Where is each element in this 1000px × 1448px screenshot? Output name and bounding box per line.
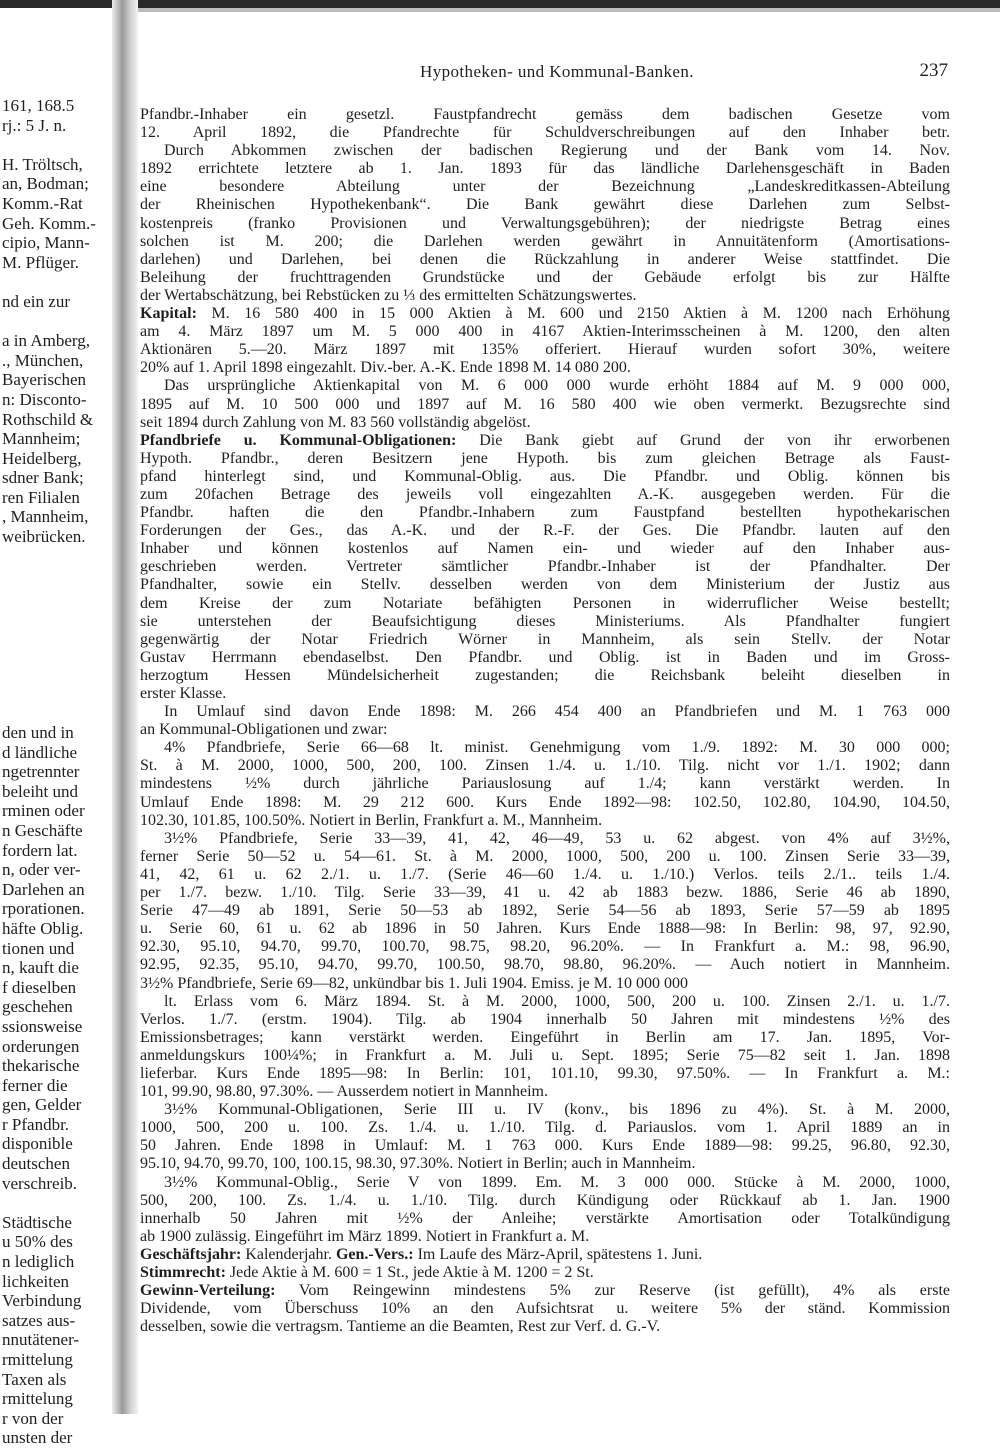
left-fragment-line: beleiht und xyxy=(2,781,79,801)
left-fragment-line xyxy=(0,605,118,625)
text-line: ab 1900 zulässig. Eingeführt im März 1899. Notiert in Frankfurt a. M. xyxy=(140,1227,590,1245)
left-fragment-line: r Pfandbr. xyxy=(2,1114,70,1134)
page-number: 237 xyxy=(919,60,948,81)
left-fragment-line xyxy=(0,547,118,567)
text-line: erster Klasse. xyxy=(140,685,227,702)
text-line: 3½% Pfandbriefe, Serie 33—39, 41, 42, 46—49, 53 u. 62 abgest. von 4% auf 3½%, xyxy=(164,829,950,847)
text-line: an Kommunal-Obligationen und zwar: xyxy=(140,721,388,739)
text-line: Stimmrecht: Jede Aktie à M. 600 = 1 St., jede Aktie à M. 1200 = 2 St. xyxy=(140,1264,594,1281)
left-fragment-line xyxy=(0,625,118,645)
text-line: Verlos. 1./7. (erstm. 1904). Tilg. ab 1904 innerhalb 50 Jahren mit mindestens ½% des xyxy=(140,1010,950,1028)
left-fragment-line: Komm.-Rat xyxy=(2,193,83,213)
left-fragment-line: disponible xyxy=(2,1134,73,1154)
left-fragment-line: n, kauft die xyxy=(2,958,79,978)
text-line: 1892 errichtete letztere ab 1. Jan. 1893 für das ländliche Darlehensgeschäft in Baden xyxy=(140,160,950,178)
text-line: sie unterstehen der Beaufsichtigung dieses Ministeriums. Als Pfandhalter fungiert xyxy=(140,612,950,630)
left-fragment-line: Bayerischen xyxy=(2,370,87,390)
text-line: herzogtum Hessen Mündelsicherheit zugestanden; die Reichsbank beleiht dieselben in xyxy=(140,666,950,684)
text-line: der Rheinischen Hypothekenbank“. Die Bank gewährt diese Darlehen zum Selbst- xyxy=(140,196,950,214)
scan-edge-shadow xyxy=(120,8,1000,12)
text-line: gegenwärtig der Notar Friedrich Wörner in Mannheim, als sein Stellv. der Notar xyxy=(140,630,950,648)
left-fragment-line: Verbindung xyxy=(2,1291,82,1311)
text-line: darlehen) und Darlehen, bei denen die Rückzahlung in anderer Weise stattfindet. Die xyxy=(140,250,950,268)
left-fragment-line: fordern lat. xyxy=(2,840,78,860)
text-line: Gewinn-Verteilung: Vom Reingewinn mindestens 5% zur Reserve (ist gefüllt), 4% als erste xyxy=(140,1282,950,1300)
text-line: dem Kreise der zum Notariate befähigten Personen in widerruflicher Weise bestellt; xyxy=(140,594,950,612)
text-line: 92.95, 92.35, 95.10, 94.70, 99.70, 100.50, 98.70, 98.80, 96.20%. — Auch notiert in Mannheim. xyxy=(140,956,950,974)
text-line: Pfandbr. haften die den Pfandbr.-Inhabern zum Faustpfand bestellten hypothekarischen xyxy=(140,504,950,522)
left-fragment-line: lichkeiten xyxy=(2,1271,70,1291)
text-line: Pfandhalter, sowie ein Stellv. desselben werden von dem Ministerium der Justiz aus xyxy=(140,576,950,594)
left-fragment-line: Rothschild & xyxy=(2,409,94,429)
left-fragment-line: rmittelung xyxy=(2,1350,73,1369)
text-line: Umlauf Ende 1898: M. 29 212 600. Kurs Ende 1892—98: 102.50, 102.80, 104.90, 104.50, xyxy=(140,793,950,811)
text-line: 3½% Kommunal-Obligationen, Serie III u. IV (konv., bis 1896 zu 4%). St. à M. 2000, xyxy=(164,1101,950,1119)
running-head xyxy=(166,62,948,86)
text-line: 500, 200, 100. Zs. 1./4. u. 1./10. Tilg. durch Kündigung oder Rückkauf ab 1. Jan. 1900 xyxy=(140,1191,950,1209)
text-line: 3½% Kommunal-Oblig., Serie V von 1899. Em. M. 3 000 000. Stücke à M. 2000, 1000, xyxy=(164,1173,950,1191)
left-fragment-line: unsten der xyxy=(2,1428,73,1448)
left-fragment-line: ssionsweise xyxy=(2,1016,83,1036)
left-fragment-line: rj.: 5 J. n. xyxy=(2,115,67,135)
text-line: eine besondere Abteilung unter der Bezeichnung „Landeskreditkassen-Abteilung xyxy=(140,178,950,196)
text-line: 20% auf 1. April 1898 eingezahlt. Div.-ber. A.-K. Ende 1898 M. 14 080 200. xyxy=(140,359,631,377)
left-fragment-line: M. Pflüger. xyxy=(2,252,79,272)
left-fragment-line: tionen und xyxy=(2,938,75,958)
left-fragment-line xyxy=(0,586,118,606)
left-fragment-line xyxy=(0,703,118,723)
text-line: Aktionären 5.—20. März 1897 mit 135% offeriert. Hierauf wurden sofort 30%, weitere xyxy=(140,341,950,359)
text-line: In Umlauf sind davon Ende 1898: M. 266 454 400 an Pfandbriefen und M. 1 763 000 xyxy=(164,703,950,721)
text-line: ferner Serie 50—52 u. 54—61. St. à M. 2000, 1000, 500, 200 u. 100. Zinsen Serie 33—39, xyxy=(140,847,950,865)
text-line: 4% Pfandbriefe, Serie 66—68 lt. minist. Genehmigung vom 1./9. 1892: M. 30 000 000; xyxy=(164,739,950,757)
left-fragment-line: u 50% des xyxy=(2,1232,73,1252)
left-fragment-line: orderungen xyxy=(2,1036,80,1056)
text-line: Pfandbr.-Inhaber ein gesetzl. Faustpfandrecht gemäss dem badischen Gesetze vom xyxy=(140,106,950,123)
text-line: anmeldungskurs 100¼%; in Frankfurt a. M. Juli u. Sept. 1895; Serie 75—82 seit 1. Jan. 1898 xyxy=(140,1046,950,1064)
text-line: Beleihung der fruchttragenden Grundstücke und der Gebäude erfolgt bis zur Hälfte xyxy=(140,268,950,286)
left-fragment-line: ., München, xyxy=(2,350,84,370)
left-fragment-line: ngetrennter xyxy=(2,762,80,782)
left-fragment-line xyxy=(0,272,118,292)
left-fragment-line: rminen oder xyxy=(2,801,85,821)
left-fragment-line: den und in xyxy=(2,723,74,742)
left-fragment-line: Mannheim; xyxy=(2,429,81,449)
left-fragment-line: d ländliche xyxy=(2,742,78,762)
left-fragment-line: n lediglich xyxy=(2,1252,75,1272)
left-fragment-line: a in Amberg, xyxy=(2,331,90,351)
scan-edge-top xyxy=(0,0,1000,8)
text-line: 3½% Pfandbriefe, Serie 69—82, unkündbar bis 1. Juli 1904. Emiss. je M. 10 000 000 xyxy=(140,974,688,992)
left-fragment-line: gen, Gelder xyxy=(2,1095,82,1115)
text-line: desselben, sowie die vertragsm. Tantieme an die Beamten, Rest zur Verf. d. G.-V. xyxy=(140,1318,661,1336)
left-fragment-line: deutschen xyxy=(2,1154,70,1174)
text-line: geschrieben werden. Vertreter sämtlicher Pfandbr.-Inhaber ist der Pfandhalter. Der xyxy=(140,558,950,576)
text-line: Gustav Herrmann ebendaselbst. Den Pfandbr. und Oblig. ist in Baden und im Gross- xyxy=(140,648,950,666)
left-fragment-line xyxy=(0,312,118,332)
left-fragment-line: ren Filialen xyxy=(2,487,80,507)
text-line: Hypoth. Pfandbr., deren Besitzern jene Hypoth. bis zum gleichen Betrage als Faust- xyxy=(140,449,950,467)
text-line: mindestens ½% durch jährliche Pariauslosung auf 1./4; kann verstärkt werden. In xyxy=(140,775,950,793)
left-fragment-line: , Mannheim, xyxy=(2,507,89,527)
left-fragment-line: f dieselben xyxy=(2,977,77,997)
left-fragment-line: satzes aus- xyxy=(2,1310,76,1330)
left-fragment-line: sdner Bank; xyxy=(2,468,84,488)
text-line: Dividende, vom Überschuss 10% an den Aufsichtsrat u. weitere 5% der ständ. Kommission xyxy=(140,1300,950,1318)
section-heading: Gewinn-Verteilung: xyxy=(140,1282,276,1300)
text-line: pfand hinterlegt sind, und Kommunal-Oblig. aus. Die Pfandbr. und Oblig. können bis xyxy=(140,467,950,485)
left-fragment-line: Taxen als xyxy=(2,1369,67,1389)
section-heading: Gen.-Vers.: xyxy=(335,1245,414,1263)
left-fragment-line: verschreib. xyxy=(2,1173,78,1193)
text-line: lieferbar. Kurs Ende 1895—98: In Berlin: 101, 101.10, 99.30, 97.50%. — In Frankfurt a. M.: xyxy=(140,1064,950,1082)
left-fragment-line: rmittelung xyxy=(2,1389,73,1409)
left-fragment-line: weibrücken. xyxy=(2,527,86,547)
text-line: per 1./7. bezw. 1./10. Tilg. Serie 33—39, 41 u. 42 ab 1883 bezw. 1886, Serie 46 ab 1890, xyxy=(140,884,950,902)
left-fragment-line xyxy=(0,664,118,684)
text-line: 1000, 500, 200 u. 100. Zs. 1./4. u. 1./10. Tilg. d. Pariauslos. vom 1. April 1889 an in xyxy=(140,1119,950,1137)
text-line: Inhaber und können kostenlos auf Namen ein- und wieder auf den Inhaber aus- xyxy=(140,540,950,558)
text-line: Emissionsbetrages; kann verstärkt werden. Eingeführt in Berlin am 17. Jan. 1895, Vor- xyxy=(140,1028,950,1046)
left-page-fragment xyxy=(0,96,118,1448)
text-line: Forderungen der Ges., das A.-K. und der R.-F. der Ges. Die Pfandbr. lauten auf den xyxy=(140,522,950,540)
left-fragment-line: n Geschäfte xyxy=(2,820,83,840)
text-line: Pfandbriefe u. Kommunal-Obligationen: Die Bank giebt auf Grund der von ihr erworbenen xyxy=(140,431,950,449)
section-heading: Geschäftsjahr: xyxy=(140,1245,242,1263)
left-fragment-line: Heidelberg, xyxy=(2,448,82,468)
left-fragment-line: geschehen xyxy=(2,997,73,1017)
text-line: Kapital: M. 16 580 400 in 15 000 Aktien à M. 600 und 2150 Aktien à M. 1200 nach Erhöhung xyxy=(140,305,950,323)
text-line: 101, 99.90, 98.80, 97.30%. — Ausserdem notiert in Mannheim. xyxy=(140,1083,548,1101)
running-head-title: Hypotheken- und Kommunal-Banken. xyxy=(420,62,694,81)
left-fragment-line xyxy=(0,1193,118,1213)
left-fragment-line: r von der xyxy=(2,1408,64,1428)
left-fragment-line xyxy=(0,645,118,665)
section-heading: Stimmrecht: xyxy=(140,1264,226,1281)
text-line: 41, 42, 61 u. 62 2./1. u. 1./7. (Serie 46—60 1./4. u. 1./10.) Verlos. teils 2./1.. teils 1./4. xyxy=(140,865,950,883)
text-line: der Wertabschätzung, bei Rebstücken zu ⅓ des ermittelten Schätzungswertes. xyxy=(140,286,637,304)
left-fragment-line: Städtische xyxy=(2,1212,72,1232)
text-line: innerhalb 50 Jahren mit ½% der Anleihe; verstärkte Amortisation oder Totalkündigung xyxy=(140,1209,950,1227)
left-fragment-line: häfte Oblig. xyxy=(2,918,84,938)
left-fragment-line: Darlehen an xyxy=(2,879,85,899)
left-fragment-line: cipio, Mann- xyxy=(2,233,90,253)
left-fragment-line xyxy=(0,684,118,704)
left-fragment-line xyxy=(0,135,118,155)
text-line: St. à M. 2000, 1000, 500, 200, 100. Zinsen 1./4. u. 1./10. Tilg. nicht vor 1./1. 1902; dann xyxy=(140,757,950,775)
text-line: 95.10, 94.70, 99.70, 100, 100.15, 98.30, 97.30%. Notiert in Berlin; auch in Mannheim. xyxy=(140,1155,696,1173)
text-line: solchen ist M. 200; die Darlehen werden gewährt in Annuitätenform (Amortisations- xyxy=(140,232,950,250)
text-line: 1895 auf M. 10 500 000 und 1897 auf M. 16 580 400 wie oben vermerkt. Bezugsrechte sind xyxy=(140,395,950,413)
text-line: 12. April 1892, die Pfandrechte für Schuldverschreibungen auf den Inhaber betr. xyxy=(140,124,950,142)
text-line: Geschäftsjahr: Kalenderjahr. Gen.-Vers.: Im Laufe des März-April, spätestens 1. Juni. xyxy=(140,1245,703,1263)
left-fragment-line: rporationen. xyxy=(2,899,85,919)
left-fragment-line: nd ein zur xyxy=(2,291,70,311)
text-line: u. Serie 60, 61 u. 62 ab 1896 in 50 Jahren. Kurs Ende 1888—98: In Berlin: 98, 97, 92.90, xyxy=(140,920,950,938)
text-line: seit 1894 durch Zahlung von M. 83 560 vollständig abgelöst. xyxy=(140,413,531,431)
text-line: Durch Abkommen zwischen der badischen Regierung und der Bank vom 14. Nov. xyxy=(164,142,950,160)
text-line: zum 20fachen Betrage des jeweils voll eingezahlten A.-K. ausgegeben werden. Für die xyxy=(140,485,950,503)
text-line: 102.30, 101.85, 100.50%. Notiert in Berlin, Frankfurt a. M., Mannheim. xyxy=(140,811,603,829)
text-line: lt. Erlass vom 6. März 1894. St. à M. 2000, 1000, 500, 200 u. 100. Zinsen 2./1. u. 1./7. xyxy=(164,992,950,1010)
left-fragment-line: H. Tröltsch, xyxy=(2,154,83,174)
section-heading: Pfandbriefe u. Kommunal-Obligationen: xyxy=(140,431,457,449)
left-fragment-line: an, Bodman; xyxy=(2,174,89,194)
text-line: Das ursprüngliche Aktienkapital von M. 6 000 000 wurde erhöht 1884 auf M. 9 000 000, xyxy=(164,377,950,395)
left-fragment-line: Geh. Komm.- xyxy=(2,213,96,233)
main-text-column xyxy=(140,106,950,1336)
left-fragment-line: ferner die xyxy=(2,1075,68,1095)
text-line: kostenpreis (franko Provisionen und Verwaltungsgebühren); der niedrigste Betrag eines xyxy=(140,214,950,232)
left-fragment-line xyxy=(0,566,118,586)
left-fragment-line: thekarische xyxy=(2,1056,80,1076)
text-line: am 4. März 1897 um M. 5 000 400 in 4167 Aktien-Interimsscheinen à M. 1200, den alten xyxy=(140,323,950,341)
section-heading: Kapital: xyxy=(140,305,197,323)
text-line: 50 Jahren. Ende 1898 in Umlauf: M. 1 763 000. Kurs Ende 1889—98: 99.25, 96.80, 92.30, xyxy=(140,1137,950,1155)
text-line: 92.30, 95.10, 94.70, 99.70, 100.70, 98.75, 98.20, 96.20%. — In Frankfurt a. M.: 98, 96.90, xyxy=(140,938,950,956)
left-fragment-line: 161, 168.5 xyxy=(2,96,75,115)
left-fragment-line: n, oder ver- xyxy=(2,860,81,880)
left-fragment-line: n: Disconto- xyxy=(2,389,87,409)
text-line: Serie 47—49 ab 1891, Serie 50—53 ab 1892, Serie 54—56 ab 1893, Serie 57—59 ab 1895 xyxy=(140,902,950,920)
left-fragment-line: nnutätener- xyxy=(2,1330,80,1350)
